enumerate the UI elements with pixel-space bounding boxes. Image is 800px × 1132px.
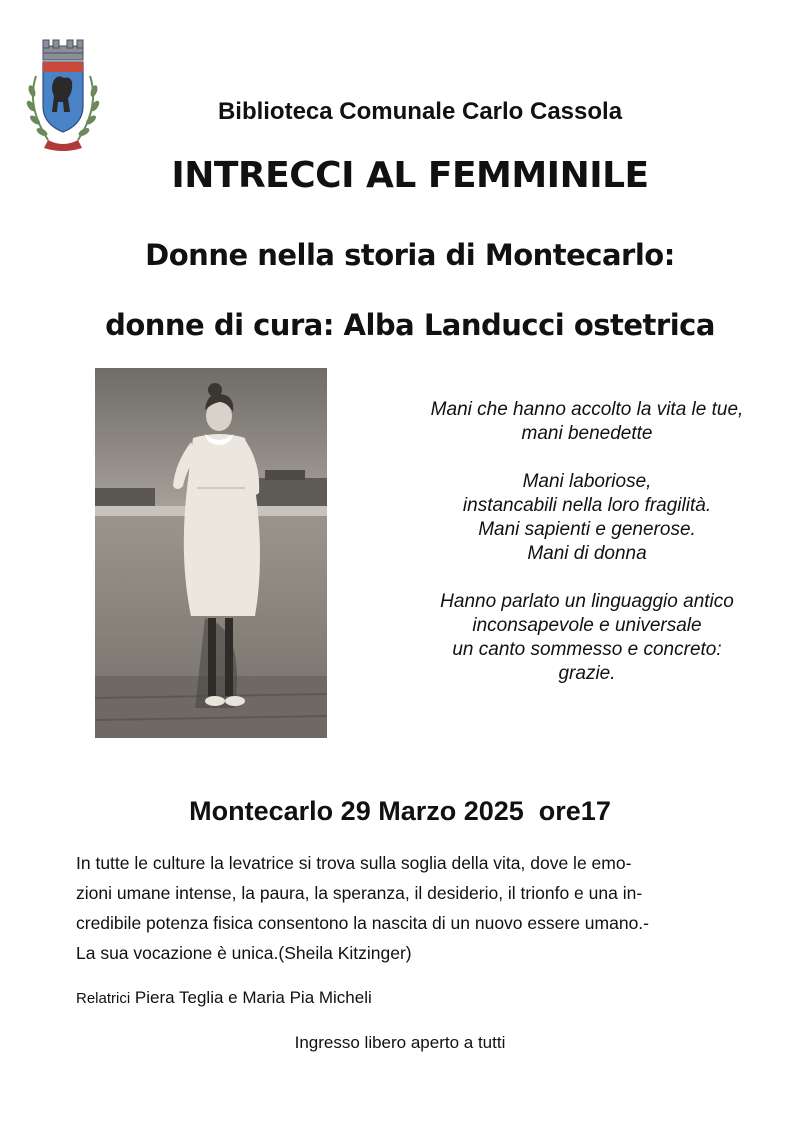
quote-paragraph bbox=[76, 848, 736, 968]
poem-line: Hanno parlato un linguaggio antico bbox=[440, 591, 734, 612]
admission-note: Ingresso libero aperto a tutti bbox=[294, 1033, 506, 1052]
poem-stanza bbox=[392, 470, 782, 566]
poem-line: grazie. bbox=[558, 663, 616, 684]
quote-line: credibile potenza fisica consentono la nascita di un nuovo essere umano.- bbox=[76, 913, 649, 933]
poem-line: inconsapevole e universale bbox=[472, 615, 702, 636]
quote-line: La sua vocazione è unica.(Sheila Kitzinger) bbox=[76, 943, 412, 963]
poem-line: mani benedette bbox=[521, 423, 653, 444]
poem-line: Mani sapienti e generose. bbox=[478, 519, 696, 540]
poem-line: Mani che hanno accolto la vita le tue, bbox=[430, 399, 744, 420]
poem-stanza bbox=[392, 590, 782, 686]
poem-stanza bbox=[392, 398, 782, 446]
speakers-names: Piera Teglia e Maria Pia Micheli bbox=[134, 988, 372, 1007]
event-date-time: Montecarlo 29 Marzo 2025 ore17 bbox=[189, 796, 611, 826]
poem-line: Mani laboriose, bbox=[522, 471, 652, 492]
subtitle-line-1: Donne nella storia di Montecarlo: bbox=[145, 238, 675, 272]
poem bbox=[392, 398, 782, 710]
coat-of-arms-icon bbox=[18, 36, 108, 158]
poem-line: un canto sommesso e concreto: bbox=[452, 639, 722, 660]
vintage-photo bbox=[95, 368, 327, 738]
speakers bbox=[76, 988, 372, 1008]
subtitle-line-2: donne di cura: Alba Landucci ostetrica bbox=[105, 308, 715, 342]
speakers-label: Relatrici bbox=[76, 990, 131, 1007]
poem-line: instancabili nella loro fragilità. bbox=[462, 495, 712, 516]
quote-line: zioni umane intense, la paura, la speranza, il desiderio, il trionfo e una in- bbox=[76, 883, 643, 903]
page-title: INTRECCI AL FEMMINILE bbox=[171, 155, 649, 196]
poem-line: Mani di donna bbox=[527, 543, 647, 564]
quote-line: In tutte le culture la levatrice si trova sulla soglia della vita, dove le emo- bbox=[76, 853, 632, 873]
library-name: Biblioteca Comunale Carlo Cassola bbox=[217, 98, 623, 125]
